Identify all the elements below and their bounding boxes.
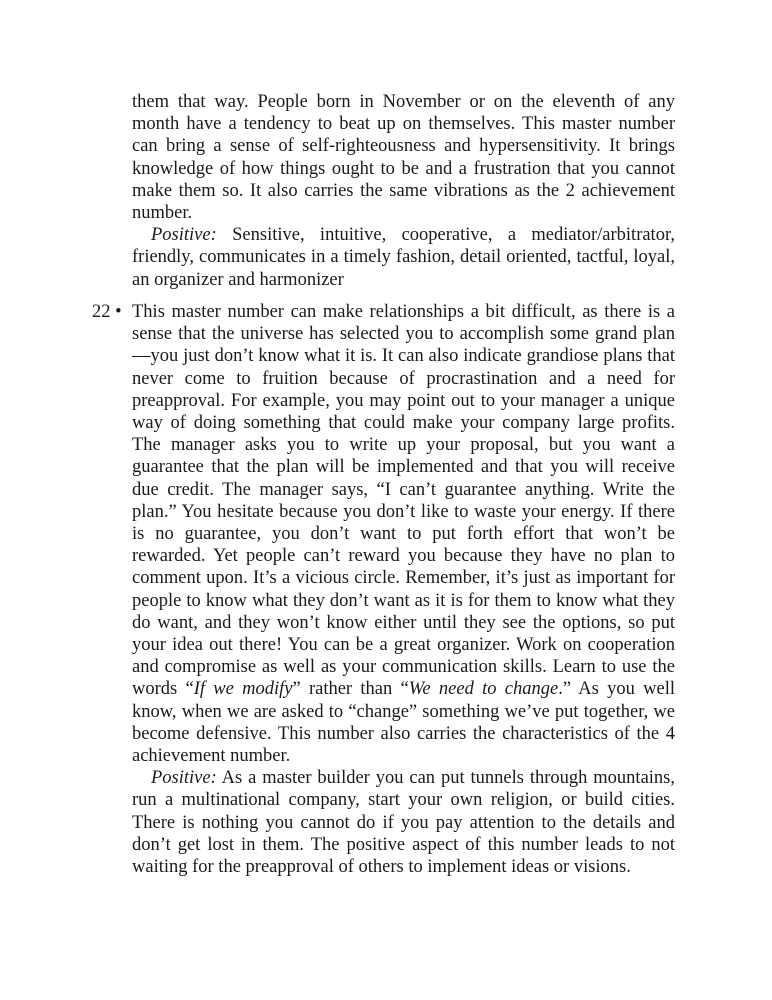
- positive-paragraph: [132, 224, 675, 291]
- entry-number: 22: [92, 302, 111, 322]
- positive-label: Positive:: [151, 225, 217, 246]
- paragraph-text: ” rather than “: [292, 679, 409, 700]
- positive-label: Positive:: [151, 768, 217, 789]
- entry-number-marker: [92, 301, 122, 323]
- paragraph-text: them that way. People born in November or on the eleventh of any month have a tendency to beat up on themselves. This master number can bring a sense of self-righteousness and hypersensitivity. It brings knowledge of how things ought to be and a frustration that you cannot make them so. It also carries the same vibrations as the 2 achievement number.: [132, 92, 675, 224]
- body-paragraph: [132, 91, 675, 224]
- positive-text: Sensitive, intuitive, cooperative, a mediator/arbitrator, friendly, communicates in a timely fashion, detail oriented, tactful, loyal, an organizer and harmonizer: [132, 225, 675, 290]
- entry-11-continuation: [132, 91, 675, 291]
- entry-22: [92, 301, 675, 878]
- italic-phrase: We need to change: [408, 679, 559, 700]
- paragraph-text: .” As you well know, when we are asked to “change” something we’ve put together, we become defensive. This number also carries the characteristics of the 4 achievement number.: [132, 679, 675, 767]
- positive-text: As a master builder you can put tunnels through mountains, run a multinational company, start your own religion, or build cities. There is nothing you cannot do if you pay attention to the details and don’t get lost in them. The positive aspect of this number leads to not waiting for the preapproval of others to implement ideas or visions.: [132, 768, 675, 878]
- paragraph-text: This master number can make relationships a bit difficult, as there is a sense that the universe has selected you to accomplish some grand plan —you just don’t know what it is. It can also indicate grandiose plans that never come to fruition because of procrastination and a need for preapproval. For example, you may point out to your manager a unique way of doing something that could make your company large profits. The manager asks you to write up your proposal, but you want a guarantee that the plan will be implemented and that you will receive due credit. The manager says, “I can’t guarantee anything. Write the plan.” You hesitate because you don’t like to waste your energy. If there is no guarantee, you don’t want to put forth effort that won’t be rewarded. Yet people can’t reward you because they have no plan to comment upon. It’s a vicious circle. Remember, it’s just as important for people to know what they don’t want as it is for them to know what they do want, and they won’t know either until they see the options, so put your idea out there! You can be a great organizer. Work on cooperation and compromise as well as your communication skills. Learn to use the words “: [132, 302, 675, 700]
- italic-phrase: If we modify: [193, 679, 293, 700]
- body-paragraph: [132, 301, 675, 767]
- positive-paragraph: [132, 767, 675, 878]
- bullet-icon: •: [115, 302, 122, 322]
